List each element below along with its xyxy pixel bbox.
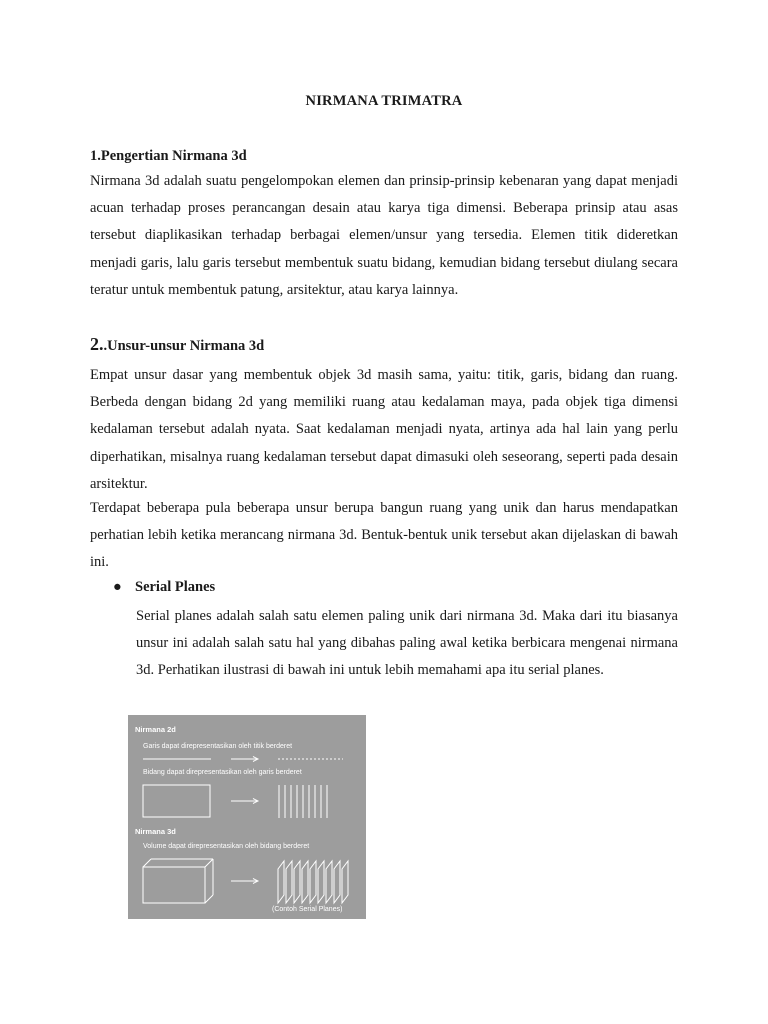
- document-title: NIRMANA TRIMATRA: [305, 93, 463, 109]
- plane-rectangle-shape: [143, 785, 210, 817]
- section2-paragraph-1: Empat unsur dasar yang membentuk objek 3d masih sama, yaitu: titik, garis, bidang dan ruang. Berbeda dengan bidang 2d yang memiliki ruang atau kedalaman maya, pada objek tiga dimensi kedalaman tersebut adalah nyata. Saat kedalaman menjadi nyata, artinya ada hal lain yang perlu diperhatikan, misalnya ruang kedalaman tersebut dapat dimasuki oleh seseorang, seperti pada desain arsitektur.: [90, 367, 678, 492]
- label-nirmana-3d: Nirmana 3d: [135, 827, 176, 836]
- section1-heading: 1.Pengertian Nirmana 3d: [90, 148, 247, 164]
- box-volume-shape: [143, 859, 213, 903]
- bullet-paragraph: Serial planes adalah salah satu elemen paling unik dari nirmana 3d. Maka dari itu biasanya unsur ini adalah salah satu hal yang dibahas paling awal ketika berbicara mengenai nirmana 3d. Perhatikan ilustrasi di bawah ini untuk lebih memahami apa itu serial planes.: [136, 608, 678, 679]
- section2-number: 2.: [90, 334, 104, 354]
- section1-paragraph: Nirmana 3d adalah suatu pengelompokan elemen dan prinsip-prinsip kebenaran yang dapat menjadi acuan terhadap proses perancangan desain atau karya tiga dimensi. Beberapa prinsip atau asas tersebut diaplikasikan terhadap berbagai elemen/unsur yang tersedia. Elemen titik dideretkan menjadi garis, lalu garis tersebut membentuk suatu bidang, kemudian bidang tersebut diulang secara teratur untuk membentuk patung, arsitektur, atau karya lainnya.: [90, 173, 678, 298]
- section2-paragraph-2: Terdapat beberapa pula beberapa unsur berupa bangun ruang yang unik dan harus mendapatkan perhatian lebih ketika merancang nirmana 3d. Bentuk-bentuk unik tersebut akan dijelaskan di bawah ini.: [90, 500, 678, 571]
- bullet-heading: Serial Planes: [135, 579, 216, 595]
- serial-lines-shape: [279, 785, 327, 818]
- caption-volume: Volume dapat direpresentasikan oleh bidang berderet: [143, 843, 310, 850]
- serial-planes-illustration: [128, 715, 366, 919]
- caption-line: Garis dapat direpresentasikan oleh titik berderet: [143, 743, 293, 750]
- bullet-dot-icon: ●: [113, 579, 122, 595]
- caption-example: (Contoh Serial Planes): [272, 906, 343, 913]
- section2-heading: [90, 334, 264, 355]
- section2-heading-text: .Unsur-unsur Nirmana 3d: [103, 338, 265, 354]
- serial-planes-shape: [278, 861, 348, 903]
- bullet-item-serial-planes: [113, 579, 215, 596]
- caption-plane: Bidang dapat direpresentasikan oleh garis berderet: [143, 769, 302, 776]
- label-nirmana-2d: Nirmana 2d: [135, 725, 176, 734]
